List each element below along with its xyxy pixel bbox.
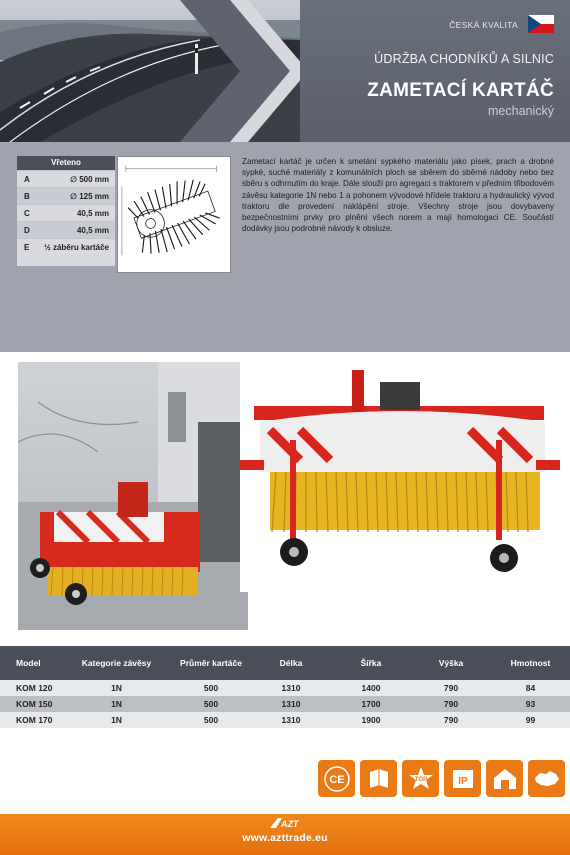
svg-text:TOP: TOP xyxy=(414,776,427,783)
models-table xyxy=(0,646,570,728)
spec-row xyxy=(17,204,115,221)
svg-text:IP: IP xyxy=(457,775,468,787)
cell: 500 xyxy=(203,699,219,709)
cell: 500 xyxy=(203,715,219,725)
table-row xyxy=(0,696,570,712)
header-cell: Hmotnost xyxy=(510,658,551,668)
spec-key: D xyxy=(24,226,30,235)
cell: KOM 120 xyxy=(16,683,53,693)
cell: 99 xyxy=(525,715,536,725)
brush-diagram xyxy=(117,156,231,273)
header-cell: Délka xyxy=(279,658,303,668)
cell: 93 xyxy=(525,699,536,709)
product-title: ZAMETACÍ KARTÁČ xyxy=(367,80,554,101)
ce-mark-icon xyxy=(318,760,355,797)
ip-protection-icon xyxy=(444,760,481,797)
header-chevron xyxy=(180,0,300,142)
table-row xyxy=(0,680,570,696)
table-header xyxy=(0,646,570,680)
spec-value: 40,5 mm xyxy=(76,209,109,218)
cell: 790 xyxy=(443,699,459,709)
cell: 1900 xyxy=(361,715,381,725)
quality-label: ČESKÁ KVALITA xyxy=(449,20,518,30)
header-cell: Kategorie závěsy xyxy=(81,658,152,668)
cell: 1310 xyxy=(281,715,301,725)
cell: 1N xyxy=(111,683,122,693)
product-description: Zametací kartáč je určen k smetání sypkého materiálu jako písek, prach a drobné sypké, suché materiály z komunálních ploch se sběrem do sběrné nádoby nebo bez sběru s odhrnutím do kraje. Dále slouží pro agregaci s traktorem v předním třibodovém závěsu kategorie 1N nebo 1 a pohonem vývodové hřídele traktoru a hydraulický vývod traktoru dle provedení naklápění stroje. Všechny stroje jsou dovybaveny bezpečnostními prvky pro plnění všech norem a mají homologaci CE. Součástí dodávky jsou podrobné návody k obsluze. xyxy=(242,157,554,234)
warehouse-icon xyxy=(486,760,523,797)
czech-flag-icon xyxy=(528,15,554,33)
cell: 1N xyxy=(111,699,122,709)
photo-sweeper-front xyxy=(240,360,560,592)
product-subtitle: mechanický xyxy=(488,104,554,118)
spec-key: E xyxy=(24,243,30,252)
spec-key: A xyxy=(24,175,30,184)
top-quality-icon xyxy=(402,760,439,797)
cell: 1400 xyxy=(361,683,381,693)
spec-value: 40,5 mm xyxy=(76,226,109,235)
spec-row xyxy=(17,170,115,187)
cell: 1310 xyxy=(281,699,301,709)
cell: 84 xyxy=(525,683,536,693)
header-cell: Průměr kartáče xyxy=(180,658,242,668)
photo-mounted-sweeper xyxy=(18,362,248,630)
svg-text:AZT: AZT xyxy=(281,819,299,829)
spec-row xyxy=(17,238,115,266)
header-banner xyxy=(0,0,570,142)
spec-row xyxy=(17,221,115,238)
cell: KOM 150 xyxy=(16,699,53,709)
header-cell: Šířka xyxy=(360,658,382,668)
spec-value: ½ záběru kartáče xyxy=(44,243,109,252)
cell: 790 xyxy=(443,715,459,725)
svg-text:CE: CE xyxy=(328,773,345,786)
cell: 1N xyxy=(111,715,122,725)
section-title: ÚDRŽBA CHODNÍKŮ A SILNIC xyxy=(374,52,554,66)
spec-heading: Vřeteno xyxy=(17,156,115,170)
czech-map-icon xyxy=(528,760,565,797)
website-link[interactable]: www.azttrade.eu xyxy=(242,832,328,844)
spec-key: C xyxy=(24,209,30,218)
cell: 790 xyxy=(443,683,459,693)
spec-value: ∅ 125 mm xyxy=(70,192,109,201)
cell: 500 xyxy=(203,683,219,693)
spec-row xyxy=(17,187,115,204)
spec-value: ∅ 500 mm xyxy=(70,175,109,184)
spec-table xyxy=(17,156,115,266)
cell: KOM 170 xyxy=(16,715,53,725)
header-cell: Výška xyxy=(438,658,464,668)
certification-badges xyxy=(318,760,565,797)
cell: 1700 xyxy=(361,699,381,709)
spec-key: B xyxy=(24,192,30,201)
azt-logo xyxy=(268,816,302,830)
manual-book-icon xyxy=(360,760,397,797)
table-row xyxy=(0,712,570,728)
cell: 1310 xyxy=(281,683,301,693)
header-cell: Model xyxy=(16,658,41,668)
